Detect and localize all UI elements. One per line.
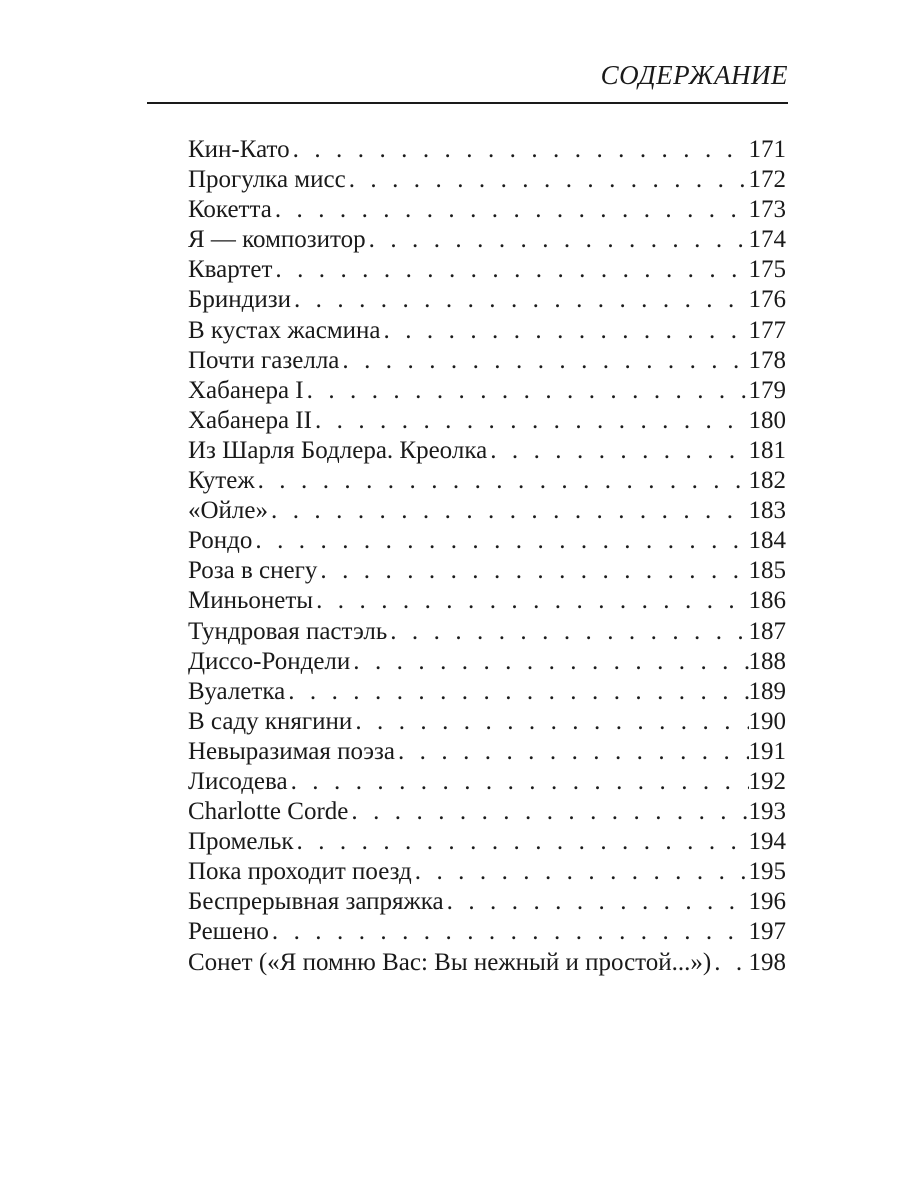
toc-entry	[188, 707, 786, 737]
toc-entry	[188, 677, 786, 707]
toc-entry-title: В кустах жасмина	[188, 316, 381, 344]
toc-entry	[188, 376, 786, 406]
toc-entry	[188, 887, 786, 917]
toc-entry	[188, 617, 786, 647]
header-divider	[147, 102, 788, 104]
toc-entry	[188, 285, 786, 315]
dot-leader	[313, 586, 748, 616]
toc-entry	[188, 165, 786, 195]
dot-leader	[487, 436, 748, 466]
dot-leader	[444, 887, 749, 917]
dot-leader	[395, 737, 749, 767]
toc-entry-page-number: 198	[748, 948, 786, 976]
toc-entry-title: Решено	[188, 918, 269, 946]
toc-entry-title: Я — композитор	[188, 226, 366, 254]
toc-entry	[188, 466, 786, 496]
page-title: СОДЕРЖАНИЕ	[600, 60, 788, 90]
toc-entry-page-number: 197	[748, 918, 786, 946]
toc-entry-page-number: 185	[748, 557, 786, 585]
toc-entry	[188, 857, 786, 887]
toc-entry-page-number: 187	[748, 617, 786, 645]
dot-leader	[312, 406, 749, 436]
dot-leader	[304, 376, 749, 406]
toc-entry	[188, 917, 786, 947]
dot-leader	[255, 466, 749, 496]
toc-entry-page-number: 188	[748, 647, 786, 675]
toc-entry-page-number: 173	[748, 196, 786, 224]
dot-leader	[272, 255, 748, 285]
dot-leader	[317, 556, 748, 586]
dot-leader	[272, 195, 749, 225]
toc-entry-title: «Ойле»	[188, 497, 269, 525]
dot-leader	[285, 677, 748, 707]
dot-leader	[346, 165, 749, 195]
toc-entry-title: Невыразимая поэза	[188, 737, 395, 765]
toc-entry	[188, 135, 786, 165]
toc-entry-title: Почти газелла	[188, 346, 340, 374]
toc-entry-page-number: 192	[748, 767, 786, 795]
dot-leader	[291, 285, 749, 315]
dot-leader	[381, 316, 749, 346]
toc-entry	[188, 195, 786, 225]
toc-entry-page-number: 182	[748, 467, 786, 495]
toc-entry-page-number: 190	[748, 707, 786, 735]
toc-entry-title: Беспрерывная запряжка	[188, 888, 444, 916]
toc-entry	[188, 436, 786, 466]
dot-leader	[366, 225, 749, 255]
toc-entry-page-number: 180	[748, 406, 786, 434]
toc-entry-page-number: 195	[748, 858, 786, 886]
toc-entry-title: Диссо-Рондели	[188, 647, 351, 675]
toc-entry-title: Хабанера II	[188, 406, 312, 434]
toc-entry-page-number: 183	[748, 497, 786, 525]
toc-entry-page-number: 178	[748, 346, 786, 374]
dot-leader	[348, 797, 748, 827]
toc-entry-title: Роза в снегу	[188, 557, 318, 585]
toc-entry	[188, 346, 786, 376]
toc-entry	[188, 737, 786, 767]
toc-entry-page-number: 194	[748, 828, 786, 856]
toc-entry-title: В саду княгини	[188, 707, 353, 735]
toc-entry	[188, 225, 786, 255]
dot-leader	[269, 917, 749, 947]
toc-entry-title: Charlotte Corde	[188, 798, 349, 826]
dot-leader	[350, 647, 748, 677]
toc-entry-page-number: 176	[748, 286, 786, 314]
toc-entry-title: Пока проходит поезд	[188, 858, 412, 886]
toc-entry	[188, 406, 786, 436]
dot-leader	[412, 857, 749, 887]
toc-entry-page-number: 189	[748, 677, 786, 705]
toc-entry	[188, 827, 786, 857]
toc-entry-page-number: 191	[748, 737, 786, 765]
toc-entry-title: Квартет	[188, 256, 273, 284]
dot-leader	[268, 496, 748, 526]
toc-entry-title: Промельк	[188, 828, 294, 856]
dot-leader	[352, 707, 748, 737]
toc-entry	[188, 526, 786, 556]
dot-leader	[288, 767, 749, 797]
dot-leader	[711, 948, 748, 978]
toc-entry	[188, 255, 786, 285]
toc-entry-page-number: 186	[748, 587, 786, 615]
toc-entry-title: Кутеж	[188, 467, 255, 495]
toc-entry-title: Кин-Като	[188, 136, 290, 163]
dot-leader	[290, 135, 749, 165]
toc-entry-page-number: 175	[748, 256, 786, 284]
toc-entry	[188, 797, 786, 827]
toc-entry-title: Вуалетка	[188, 677, 286, 705]
toc-entry-page-number: 196	[748, 888, 786, 916]
toc-entry-title: Кокетта	[188, 196, 272, 224]
toc-entry-page-number: 174	[748, 226, 786, 254]
toc-entry-page-number: 181	[748, 436, 786, 464]
toc-entry-title: Прогулка мисс	[188, 166, 346, 194]
toc-entry	[188, 948, 786, 978]
toc-entry	[188, 556, 786, 586]
toc-entry-page-number: 172	[748, 166, 786, 194]
dot-leader	[339, 346, 748, 376]
toc-entry	[188, 767, 786, 797]
toc-entry-title: Тундровая пастэль	[188, 617, 388, 645]
toc-entry-page-number: 184	[748, 527, 786, 555]
dot-leader	[387, 617, 748, 647]
toc-entry	[188, 647, 786, 677]
toc-entry-title: Из Шарля Бодлера. Креолка	[188, 436, 488, 464]
toc-entry-title: Сонет («Я помню Вас: Вы нежный и простой...»)	[188, 948, 712, 976]
table-of-contents	[188, 135, 786, 978]
dot-leader	[252, 526, 748, 556]
toc-entry-page-number: 171	[748, 136, 786, 163]
toc-entry	[188, 586, 786, 616]
toc-entry	[188, 496, 786, 526]
toc-entry-page-number: 193	[748, 798, 786, 826]
toc-entry-page-number: 179	[748, 376, 786, 404]
toc-entry-title: Миньонеты	[188, 587, 314, 615]
toc-entry-title: Лисодева	[188, 767, 288, 795]
toc-entry-title: Рондо	[188, 527, 253, 555]
dot-leader	[294, 827, 749, 857]
toc-entry-title: Хабанера I	[188, 376, 304, 404]
toc-entry	[188, 316, 786, 346]
toc-entry-title: Бриндизи	[188, 286, 291, 314]
toc-entry-page-number: 177	[748, 316, 786, 344]
